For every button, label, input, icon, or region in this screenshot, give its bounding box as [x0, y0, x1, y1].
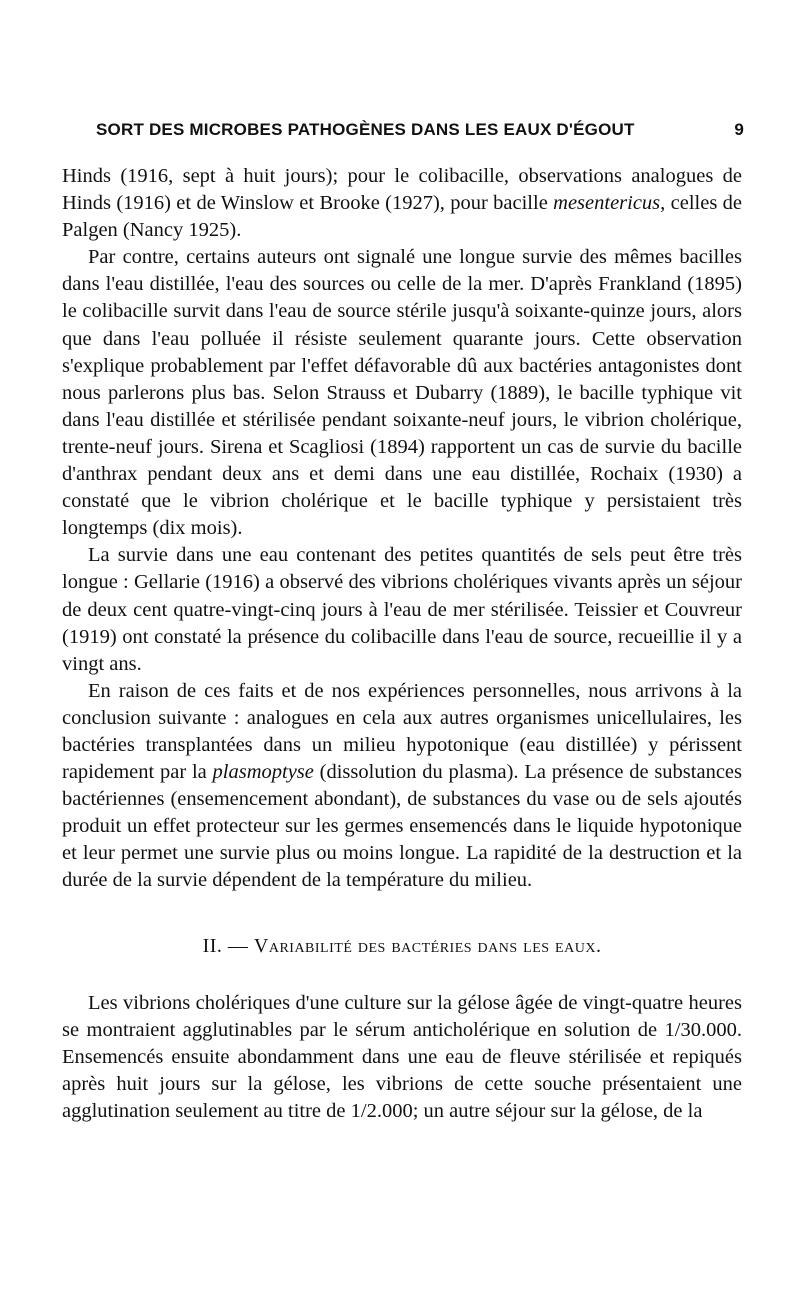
running-header	[96, 120, 744, 140]
section-title: Variabilité des bactéries dans les eaux.	[253, 934, 602, 957]
species-name: mesentericus	[553, 192, 661, 215]
section-dash: —	[227, 934, 249, 957]
paragraph-2: Par contre, certains auteurs ont signalé une longue survie des mêmes bacilles dans l'eau distillée, l'eau des sources ou celle de la mer. D'après Frankland (1895) le colibacille survit dans l'eau de source stérile jusqu'à soixante-quinze jours, alors que dans l'eau polluée il résiste seulement quarante jours. Cette observation s'explique probablement par l'effet défavorable dû aux bactéries antagonistes dont nous parlerons plus bas. Selon Strauss et Dubarry (1889), le bacille typhique vit dans l'eau distillée et stérilisée pendant soixante-neuf jours, le vibrion cholérique, trente-neuf jours. Sirena et Scagliosi (1894) rapportent un cas de survie du bacille d'anthrax pendant deux ans et demi dans une eau distillée, Rochaix (1930) a constaté que le vibrion cholérique et le bacille typhique y persistaient très longtemps (dix mois).	[62, 246, 742, 540]
paragraph-3: La survie dans une eau contenant des petites quantités de sels peut être très longue : Gellarie (1916) a observé des vibrions cholériques vivants après un séjour de deux cent quatre-vingt-cinq jours à l'eau de mer stérilisée. Teissier et Couvreur (1919) ont constaté la présence du colibacille dans l'eau de source, recueillie il y a vingt ans.	[62, 544, 742, 675]
paragraph-1: Hinds (1916, sept à huit jours); pour le colibacille, observations analogues de Hinds (1916) et de Winslow et Brooke (1927), pour bacille mesentericus, celles de Palgen (Nancy 1925).	[62, 165, 742, 242]
section-number: II.	[202, 934, 223, 957]
page-number: 9	[734, 120, 744, 139]
term-plasmoptyse: plasmoptyse	[212, 761, 314, 784]
paragraph-5: Les vibrions cholériques d'une culture sur la gélose âgée de vingt-quatre heures se montraient agglutinables par le sérum anticholérique en solution de 1/30.000. Ensemencés ensuite abondamment dans une eau de fleuve stérilisée et repiqués après huit jours sur la gélose, les vibrions de cette souche présentaient une agglutination seulement au titre de 1/2.000; un autre séjour sur la gélose, de la	[62, 991, 742, 1122]
running-title: SORT DES MICROBES PATHOGÈNES DANS LES EAUX D'ÉGOUT	[96, 120, 635, 139]
paragraph-4: En raison de ces faits et de nos expériences personnelles, nous arrivons à la conclusion suivante : analogues en cela aux autres organismes unicellulaires, les bactéries transplantées dans un milieu hypotonique (eau distillée) y périssent rapidement par la plasmoptyse (dissolution du plasma). La présence de substances bactériennes (ensemencement abondant), de substances du vase ou de sels ajoutés produit un effet protecteur sur les germes ensemencés dans le liquide hypotonique et leur permet une survie plus ou moins longue. La rapidité de la destruction et la durée de la survie dépendent de la température du milieu.	[62, 679, 742, 892]
body-text	[62, 163, 742, 1125]
section-heading	[62, 933, 742, 960]
